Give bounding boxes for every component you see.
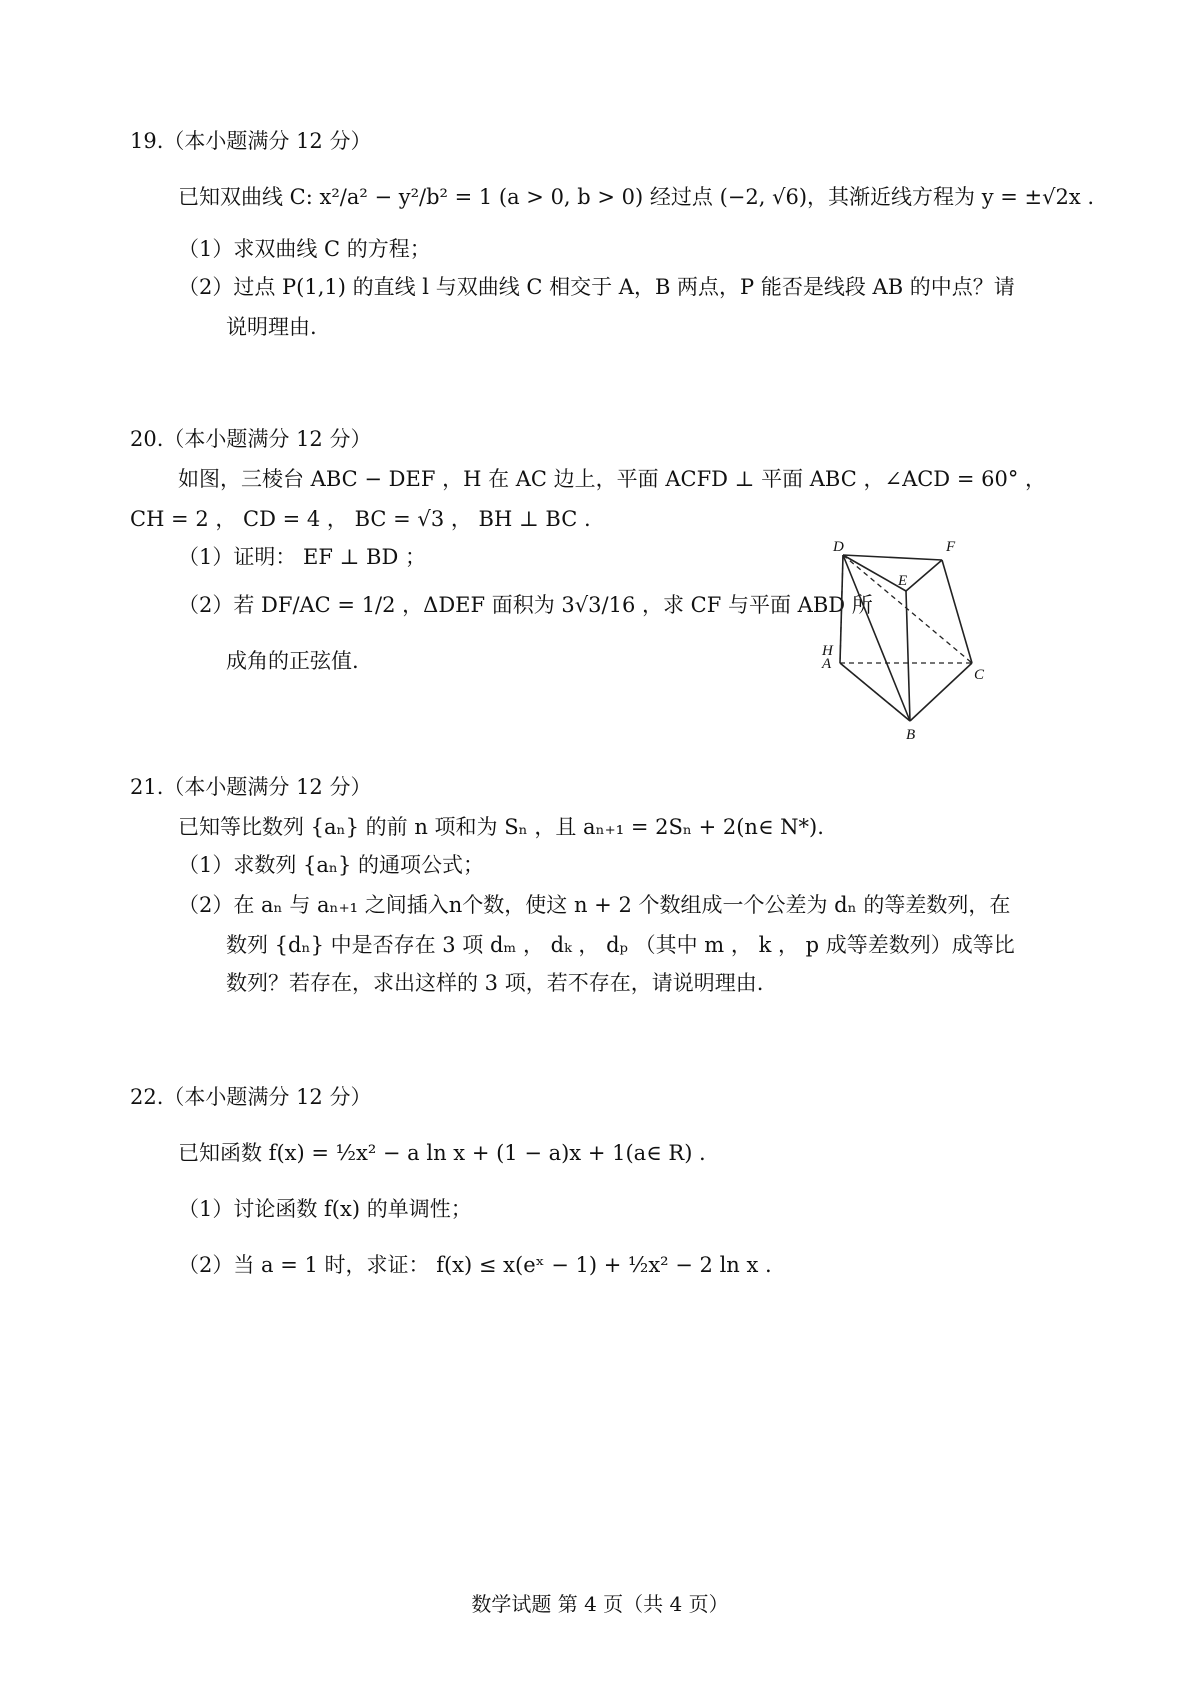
q22-header: 22.（本小题满分 12 分） — [130, 1085, 372, 1109]
q21-part2-line1: （2）在 aₙ 与 aₙ₊₁ 之间插入n个数，使这 n + 2 个数组成一个公差为 dₙ 的等差数列，在 — [178, 893, 1011, 917]
label-D: D — [833, 539, 844, 555]
q20-part1: （1）证明： EF ⊥ BD ； — [178, 545, 426, 569]
q21-part2-line2: 数列 {dₙ} 中是否存在 3 项 dₘ ， dₖ ， dₚ （其中 m ， k ， p 成等差数列）成等比 — [226, 933, 1015, 957]
label-E: E — [898, 573, 908, 589]
q19-header: 19.（本小题满分 12 分） — [130, 129, 372, 153]
edge-DE — [843, 555, 906, 591]
edge-EB — [906, 591, 910, 721]
q21-part1: （1）求数列 {aₙ} 的通项公式； — [178, 853, 485, 877]
label-B: B — [906, 727, 916, 743]
label-A: A — [822, 656, 832, 672]
page-footer: 数学试题 第 4 页（共 4 页） — [471, 1592, 729, 1616]
q21-header: 21.（本小题满分 12 分） — [130, 775, 372, 799]
edge-BC — [910, 663, 972, 721]
q19-part2-line2: 说明理由. — [226, 315, 317, 339]
q22-part2: （2）当 a = 1 时，求证： f(x) ≤ x(eˣ − 1) + ½x² − 2 ln x . — [178, 1253, 772, 1277]
label-H: H — [822, 643, 833, 659]
edge-FC — [942, 560, 972, 663]
q21-part2-line3: 数列？若存在，求出这样的 3 项，若不存在，请说明理由. — [226, 971, 764, 995]
edge-EF — [906, 560, 942, 591]
label-C: C — [974, 667, 985, 683]
q19-stem: 已知双曲线 C: x²/a² − y²/b² = 1 (a > 0, b > 0) 经过点 (−2, √6)，其渐近线方程为 y = ±√2x . — [178, 185, 1095, 209]
q21-stem: 已知等比数列 {aₙ} 的前 n 项和为 Sₙ ，且 aₙ₊₁ = 2Sₙ + 2(n∈ N*). — [178, 815, 824, 839]
frustum-diagram — [810, 539, 1010, 745]
q22-part1: （1）讨论函数 f(x) 的单调性； — [178, 1197, 472, 1221]
q20-part2-line1: （2）若 DF/AC = 1/2 ，ΔDEF 面积为 3√3/16 ，求 CF 与平面 ABD 所 — [178, 593, 873, 617]
q19-part2-line1: （2）过点 P(1,1) 的直线 l 与双曲线 C 相交于 A，B 两点，P 能否是线段 AB 的中点？请 — [178, 275, 1015, 299]
q20-stem-line1: 如图，三棱台 ABC − DEF ，H 在 AC 边上，平面 ACFD ⊥ 平面 ABC ，∠ACD = 60° ， — [178, 467, 1046, 491]
q22-stem: 已知函数 f(x) = ½x² − a ln x + (1 − a)x + 1(a∈ R) . — [178, 1141, 706, 1165]
q20-part2-line2: 成角的正弦值. — [226, 649, 359, 673]
frustum-figure — [810, 539, 1010, 745]
edge-DF — [843, 555, 942, 560]
q20-header: 20.（本小题满分 12 分） — [130, 427, 372, 451]
q19-part1: （1）求双曲线 C 的方程； — [178, 237, 431, 261]
label-F: F — [946, 539, 956, 555]
q20-stem-line2: CH = 2 ， CD = 4 ， BC = √3 ， BH ⊥ BC . — [130, 507, 591, 531]
